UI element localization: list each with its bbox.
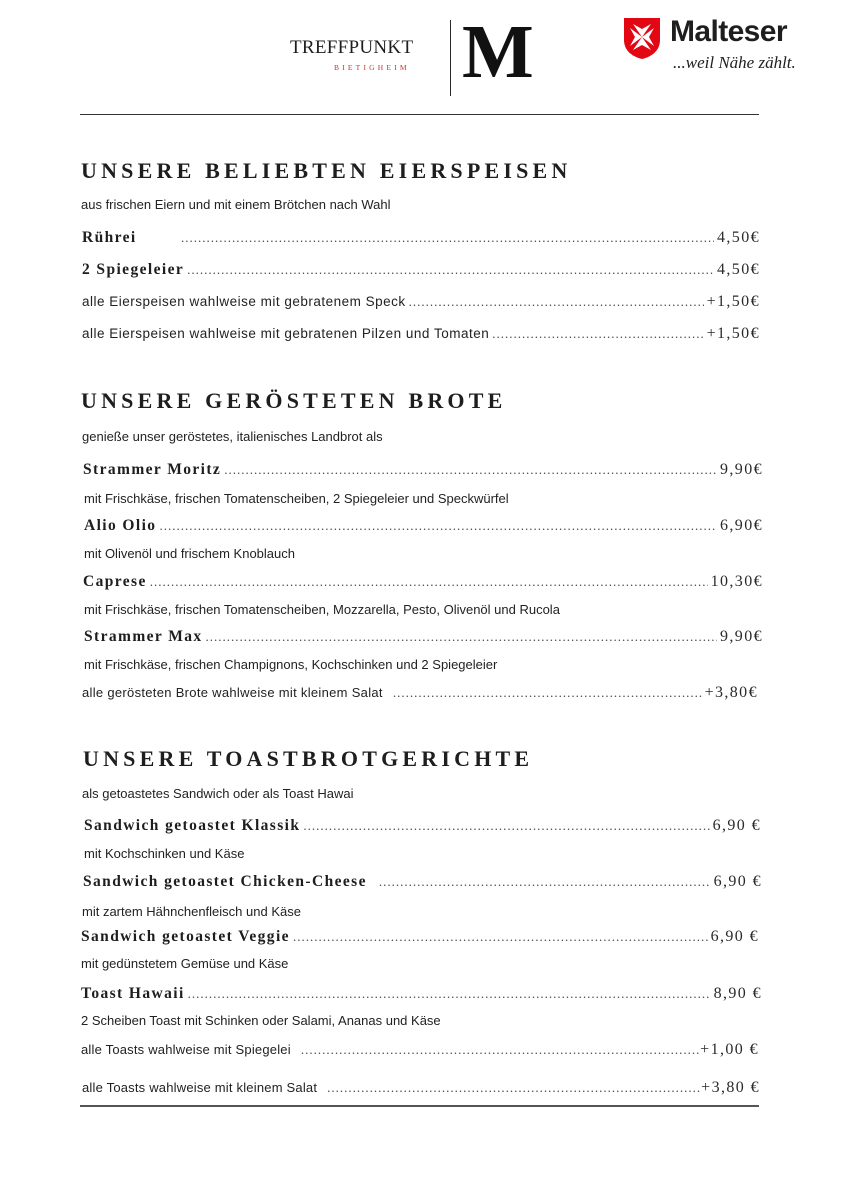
menu-item [82, 261, 760, 279]
leader-dots [188, 986, 711, 1002]
item-description: mit gedünstetem Gemüse und Käse [81, 956, 289, 971]
option-name: alle Toasts wahlweise mit kleinem Salat [82, 1080, 318, 1095]
page-header [0, 0, 848, 120]
menu-item [83, 573, 763, 591]
item-price: 9,90€ [720, 628, 763, 645]
menu-item [81, 928, 759, 946]
item-price: 4,50€ [717, 229, 760, 246]
item-description: mit Frischkäse, frischen Champignons, Kochschinken und 2 Spiegeleier [84, 657, 498, 672]
leader-dots [492, 326, 703, 342]
section-subtitle-geroestete-brote: genieße unser geröstetes, italienisches Landbrot als [82, 429, 383, 444]
item-price: 6,90€ [720, 517, 763, 534]
item-price: 6,90 € [710, 928, 759, 945]
option-name: alle gerösteten Brote wahlweise mit kleinem Salat [82, 685, 383, 700]
leader-dots [393, 685, 702, 701]
item-name: Sandwich getoastet Veggie [81, 928, 290, 945]
venue-city: BIETIGHEIM [334, 63, 410, 72]
leader-dots [181, 230, 714, 246]
partner-name: Malteser [670, 15, 787, 48]
leader-dots [327, 1080, 701, 1096]
menu-item [81, 985, 762, 1003]
item-name: Sandwich getoastet Chicken-Cheese [83, 873, 367, 890]
maltese-cross-shield-icon [622, 16, 662, 60]
section-subtitle-toastbrotgerichte: als getoastetes Sandwich oder als Toast Hawai [82, 786, 354, 801]
item-price: 6,90 € [713, 873, 762, 890]
leader-dots [303, 818, 709, 834]
item-name: Strammer Moritz [83, 461, 222, 478]
leader-dots [159, 518, 717, 534]
item-name: 2 Spiegeleier [82, 261, 185, 278]
item-name: Sandwich getoastet Klassik [84, 817, 301, 834]
leader-dots [187, 262, 714, 278]
footer-divider [80, 1105, 759, 1107]
option-name: alle Toasts wahlweise mit Spiegelei [81, 1042, 291, 1057]
option-price: +3,80€ [704, 684, 758, 701]
section-title-geroestete-brote: UNSERE GERÖSTETEN BROTE [81, 388, 507, 413]
item-description: mit Kochschinken und Käse [84, 846, 245, 861]
venue-name: TREFFPUNKT [290, 37, 414, 58]
leader-dots [379, 874, 711, 890]
item-price: 10,30€ [710, 573, 763, 590]
item-price: 8,90 € [713, 985, 762, 1002]
item-name: Toast Hawaii [81, 985, 185, 1002]
item-name: Alio Olio [84, 517, 157, 534]
menu-item [83, 873, 762, 891]
option-price: +3,80 € [701, 1079, 760, 1096]
menu-option [81, 1041, 759, 1059]
leader-dots [409, 294, 704, 310]
logo-divider [450, 20, 451, 96]
item-name: Strammer Max [84, 628, 203, 645]
option-name: alle Eierspeisen wahlweise mit gebratenem Speck [82, 294, 406, 309]
menu-item [82, 229, 760, 247]
item-description: mit zartem Hähnchenfleisch und Käse [82, 904, 301, 919]
leader-dots [150, 574, 708, 590]
item-description: 2 Scheiben Toast mit Schinken oder Salami, Ananas und Käse [81, 1013, 441, 1028]
item-price: 6,90 € [712, 817, 761, 834]
option-price: +1,50€ [706, 325, 760, 342]
partner-slogan: ...weil Nähe zählt. [673, 53, 796, 72]
menu-item [84, 817, 761, 835]
item-description: mit Olivenöl und frischem Knoblauch [84, 546, 295, 561]
option-name: alle Eierspeisen wahlweise mit gebratenen Pilzen und Tomaten [82, 326, 490, 341]
section-title-eierspeisen: UNSERE BELIEBTEN EIERSPEISEN [81, 158, 572, 183]
item-name: Rührei [82, 229, 137, 246]
leader-dots [301, 1042, 700, 1058]
venue-logo-letter: M [462, 10, 534, 94]
menu-item [84, 628, 763, 646]
section-title-toastbrotgerichte: UNSERE TOASTBROTGERICHTE [83, 746, 534, 771]
option-price: +1,50€ [706, 293, 760, 310]
menu-option [82, 325, 760, 343]
section-subtitle-eierspeisen: aus frischen Eiern und mit einem Brötchen nach Wahl [81, 197, 391, 212]
menu-item [83, 461, 763, 479]
item-price: 9,90€ [720, 461, 763, 478]
item-price: 4,50€ [717, 261, 760, 278]
item-description: mit Frischkäse, frischen Tomatenscheiben, 2 Spiegeleier und Speckwürfel [84, 491, 509, 506]
header-divider [80, 114, 759, 115]
menu-option [82, 1079, 760, 1097]
leader-dots [224, 462, 717, 478]
leader-dots [293, 929, 708, 945]
menu-option [82, 684, 758, 702]
leader-dots [206, 629, 717, 645]
option-price: +1,00 € [700, 1041, 759, 1058]
menu-item [84, 517, 763, 535]
menu-option [82, 293, 760, 311]
item-description: mit Frischkäse, frischen Tomatenscheiben, Mozzarella, Pesto, Olivenöl und Rucola [84, 602, 560, 617]
item-name: Caprese [83, 573, 147, 590]
